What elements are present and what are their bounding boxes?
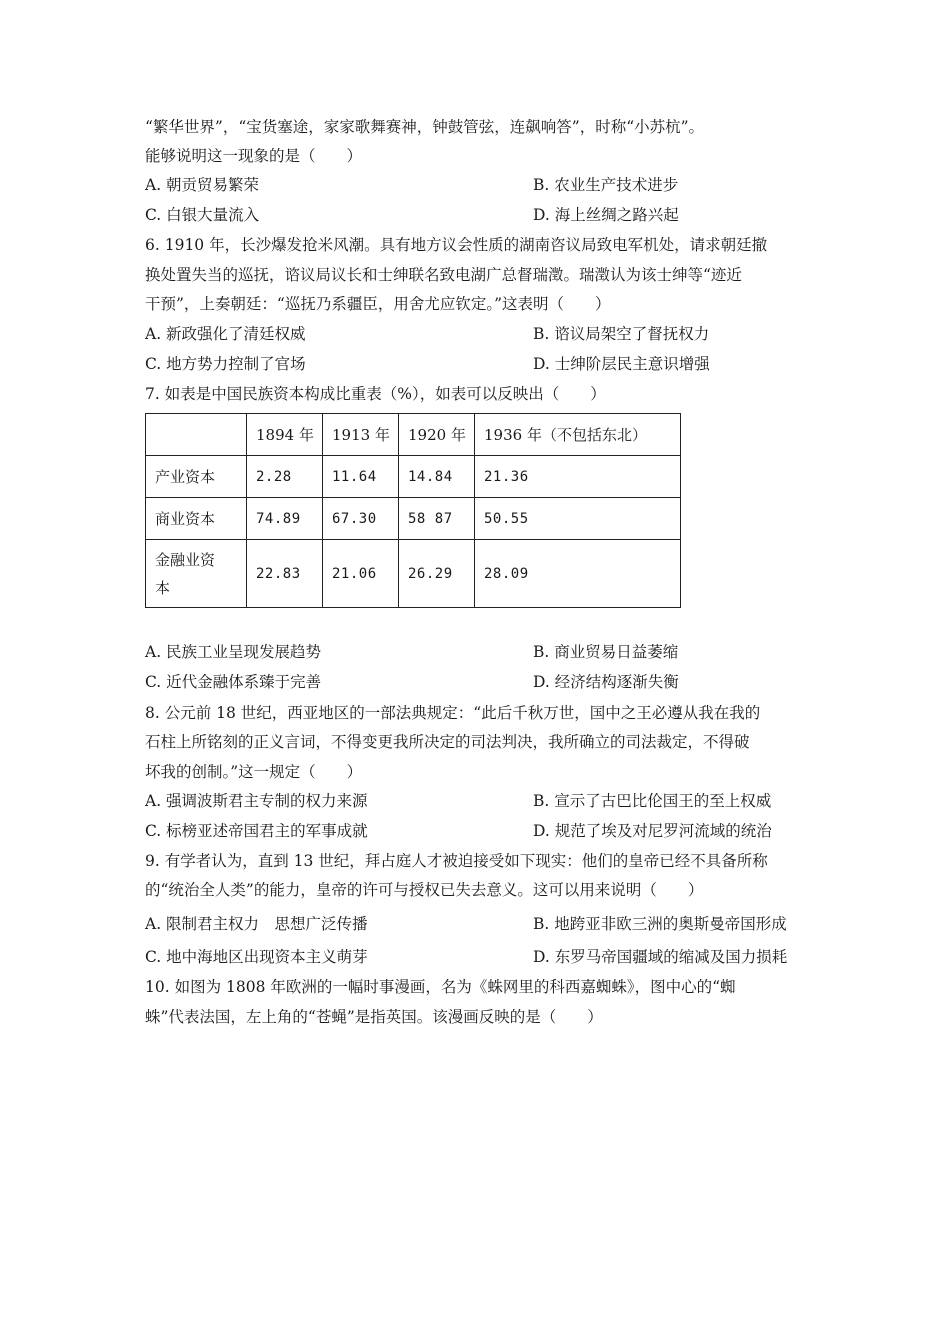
q9-stem-line2: 的“统治全人类”的能力，皇帝的许可与授权已失去意义。这可以用来说明（ ）: [145, 881, 704, 899]
q8-option-a[interactable]: A. 强调波斯君主专制的权力来源: [145, 792, 368, 810]
q8-option-d[interactable]: D. 规范了埃及对尼罗河流域的统治: [533, 822, 772, 840]
q6-option-b[interactable]: B. 谘议局架空了督抚权力: [533, 325, 710, 343]
table-corner-cell: [146, 414, 247, 456]
table-row: [146, 456, 681, 498]
q10-stem-line2: 蛛”代表法国，左上角的“苍蝇”是指英国。该漫画反映的是（ ）: [145, 1008, 603, 1026]
table-cell: 21.36: [475, 456, 681, 498]
q6-stem-line1: 6. 1910 年，长沙爆发抢米风潮。具有地方议会性质的湖南咨议局致电军机处，请求朝廷撤: [145, 236, 768, 254]
table-cell: 11.64: [323, 456, 399, 498]
table-row: [146, 498, 681, 540]
q6-option-c[interactable]: C. 地方势力控制了官场: [145, 355, 306, 373]
table-header-cell: 1894 年: [247, 414, 323, 456]
q8-stem-line3: 坏我的创制。”这一规定（ ）: [145, 763, 363, 781]
q5-option-d[interactable]: D. 海上丝绸之路兴起: [533, 206, 679, 224]
table-cell: 22.83: [247, 540, 323, 608]
q9-option-c[interactable]: C. 地中海地区出现资本主义萌芽: [145, 948, 368, 966]
q7-option-c[interactable]: C. 近代金融体系臻于完善: [145, 673, 322, 691]
q6-option-a[interactable]: A. 新政强化了清廷权威: [145, 325, 306, 343]
q7-stem: 7. 如表是中国民族资本构成比重表（%），如表可以反映出（ ）: [145, 385, 606, 403]
q7-option-d[interactable]: D. 经济结构逐渐失衡: [533, 673, 679, 691]
table-header-cell: 1936 年（不包括东北）: [475, 414, 681, 456]
q9-option-d[interactable]: D. 东罗马帝国疆域的缩减及国力损耗: [533, 948, 788, 966]
table-row: [146, 540, 681, 608]
q8-option-b[interactable]: B. 宣示了古巴比伦国王的至上权威: [533, 792, 772, 810]
table-header-cell: 1913 年: [323, 414, 399, 456]
q6-option-d[interactable]: D. 士绅阶层民主意识增强: [533, 355, 710, 373]
table-cell: 67.30: [323, 498, 399, 540]
row-label-line2: 本: [155, 578, 171, 597]
q8-stem-line1: 8. 公元前 18 世纪，西亚地区的一部法典规定：“此后千秋万世，国中之王必遵从我在我的: [145, 704, 761, 722]
q5-option-b[interactable]: B. 农业生产技术进步: [533, 176, 679, 194]
table-cell: 14.84: [399, 456, 475, 498]
table-cell: 50.55: [475, 498, 681, 540]
table-header-row: [146, 414, 681, 456]
q9-option-a[interactable]: A. 限制君主权力 思想广泛传播: [145, 915, 368, 933]
table-cell: 74.89: [247, 498, 323, 540]
table-cell: 26.29: [399, 540, 475, 608]
q9-stem-line1: 9. 有学者认为，直到 13 世纪，拜占庭人才被迫接受如下现实：他们的皇帝已经不具备所称: [145, 852, 768, 870]
table-cell: 28.09: [475, 540, 681, 608]
row-label: 商业资本: [146, 498, 247, 540]
capital-structure-table: [145, 413, 681, 608]
q5-option-a[interactable]: A. 朝贡贸易繁荣: [145, 176, 260, 194]
table-header-cell: 1920 年: [399, 414, 475, 456]
q5-stem-line2: 能够说明这一现象的是（ ）: [145, 147, 363, 165]
row-label: 产业资本: [146, 456, 247, 498]
q5-stem-line1: “繁华世界”，“宝货塞途，家家歌舞赛神，钟鼓管弦，连飙响答”，时称“小苏杭”。: [145, 118, 705, 136]
q6-stem-line2: 换处置失当的巡抚，谘议局议长和士绅联名致电湖广总督瑞澂。瑞澂认为该士绅等“迹近: [145, 266, 742, 284]
table-cell: 2.28: [247, 456, 323, 498]
q7-option-b[interactable]: B. 商业贸易日益萎缩: [533, 643, 679, 661]
q6-stem-line3: 干预”，上奏朝廷：“巡抚乃系疆臣，用舍尤应钦定。”这表明（ ）: [145, 295, 611, 313]
q7-option-a[interactable]: A. 民族工业呈现发展趋势: [145, 643, 322, 661]
table-cell: 58 87: [399, 498, 475, 540]
q8-stem-line2: 石柱上所铭刻的正义言词，不得变更我所决定的司法判决，我所确立的司法裁定，不得破: [145, 733, 750, 751]
row-label-line1: 金融业资: [155, 550, 216, 569]
q9-option-b[interactable]: B. 地跨亚非欧三洲的奥斯曼帝国形成: [533, 915, 787, 933]
row-label: [146, 540, 247, 608]
q10-stem-line1: 10. 如图为 1808 年欧洲的一幅时事漫画，名为《蛛网里的科西嘉蜘蛛》，图中心的“蜘: [145, 978, 736, 996]
table-cell: 21.06: [323, 540, 399, 608]
q8-option-c[interactable]: C. 标榜亚述帝国君主的军事成就: [145, 822, 368, 840]
q5-option-c[interactable]: C. 白银大量流入: [145, 206, 260, 224]
